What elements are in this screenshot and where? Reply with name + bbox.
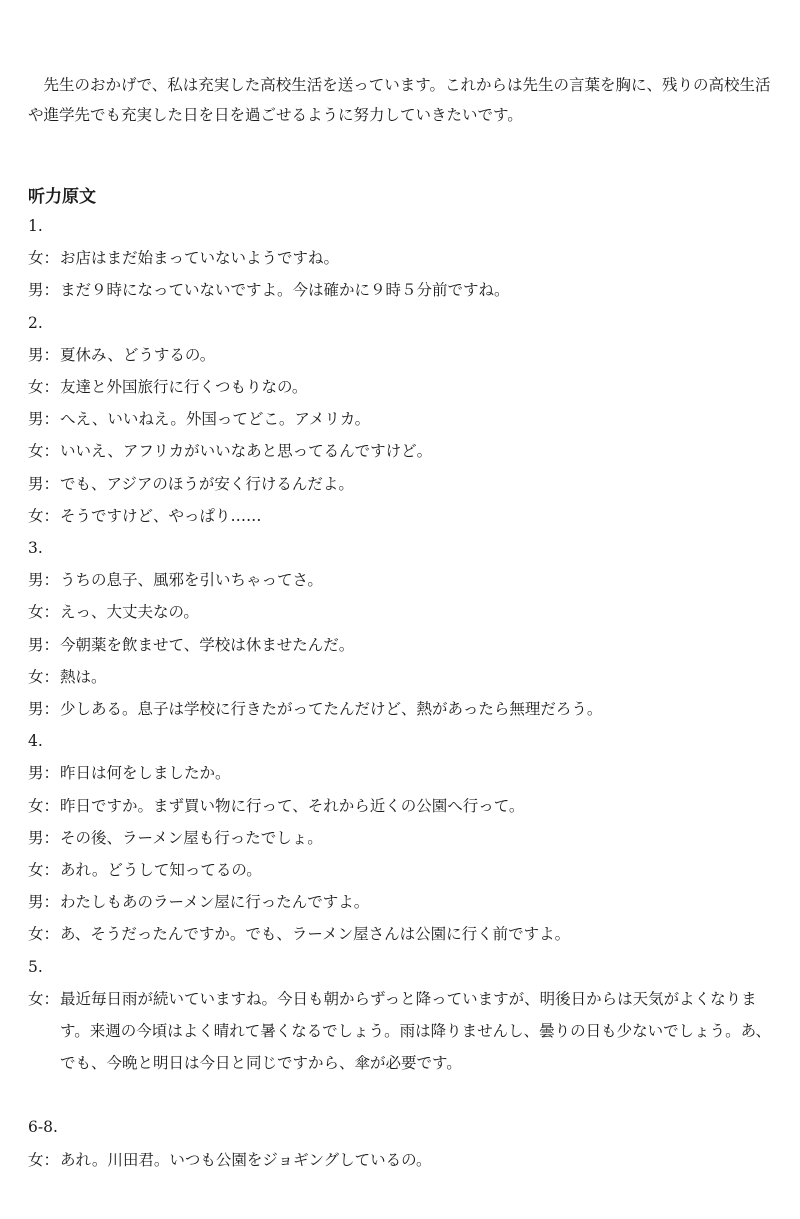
dialogue-line <box>28 403 772 435</box>
dialogue-text: 昨日ですか。まず買い物に行って、それから近くの公園へ行って。 <box>60 796 525 815</box>
speaker-label: 男： <box>28 345 60 364</box>
dialogue-line <box>28 886 772 918</box>
speaker-label: 女： <box>28 249 60 268</box>
dialogue-text: わたしもあのラーメン屋に行ったんですよ。 <box>60 893 370 912</box>
speaker-label: 女： <box>28 667 60 686</box>
question-number: 1. <box>28 217 43 235</box>
dialogue-text: 今朝薬を飲ませて、学校は休ませたんだ。 <box>60 635 355 654</box>
dialogue-text: 友達と外国旅行に行くつもりなの。 <box>60 378 308 397</box>
dialogue-text: その後、ラーメン屋も行ったでしょ。 <box>60 828 323 847</box>
dialogue-text: そうですけど、やっぱり‥‥‥ <box>60 506 262 525</box>
dialogue-text: あれ。川田君。いつも公園をジョギングしているの。 <box>60 1150 432 1169</box>
dialogue-text: でも、アジアのほうが安く行けるんだよ。 <box>60 474 354 493</box>
dialogue-line <box>28 983 772 1080</box>
speaker-label: 男： <box>28 828 60 847</box>
section-heading: 听力原文 <box>28 187 96 207</box>
dialogue-text: あれ。どうして知ってるの。 <box>60 861 262 880</box>
dialogue-line <box>28 822 772 854</box>
transcript <box>28 210 772 1176</box>
dialogue-text: 少しある。息子は学校に行きたがってたんだけど、熱があったら無理だろう。 <box>60 700 603 719</box>
dialogue-line <box>28 242 772 274</box>
dialogue-text: いいえ、アフリカがいいなあと思ってるんですけど。 <box>60 442 433 461</box>
dialogue-line <box>28 1144 772 1176</box>
dialogue-line <box>28 854 772 886</box>
dialogue-text: 最近毎日雨が続いていますね。今日も朝からずっと降っていますが、明後日からは天気がよくなります。来週の今頃はよく晴れて暑くなるでしょう。雨は降りませんし、曇りの日も少ないでしょう。あ、でも、今晩と明日は今日と同じですから、傘が必要です。 <box>60 989 771 1073</box>
speaker-label: 女： <box>28 1150 60 1169</box>
dialogue-line <box>28 629 772 661</box>
dialogue-line <box>28 661 772 693</box>
question-number: 5. <box>28 957 43 976</box>
dialogue-line <box>28 274 772 306</box>
speaker-label: 男： <box>28 281 60 300</box>
speaker-label: 男： <box>28 410 60 429</box>
speaker-label: 女： <box>28 442 60 461</box>
speaker-label: 女： <box>28 861 60 880</box>
dialogue-line <box>28 693 772 725</box>
question-number: 2. <box>28 313 43 332</box>
intro-paragraph: 先生のおかげで、私は充実した高校生活を送っています。これからは先生の言葉を胸に、残りの高校生活や進学先でも充実した日を日を過ごせるように努力していきたいです。 <box>28 76 771 124</box>
dialogue-text: うちの息子、風邪を引いちゃってさ。 <box>60 571 323 590</box>
dialogue-line <box>28 339 772 371</box>
question-number: 6-8. <box>28 1118 58 1137</box>
dialogue-line <box>28 757 772 789</box>
dialogue-text: まだ９時になっていないですよ。今は確かに９時５分前ですね。 <box>60 281 510 300</box>
dialogue-text: 熱は。 <box>60 667 107 686</box>
speaker-label: 男： <box>28 635 60 654</box>
dialogue-text: へえ、いいねえ。外国ってどこ。アメリカ。 <box>60 410 371 429</box>
dialogue-line <box>28 468 772 500</box>
speaker-label: 女： <box>28 603 60 622</box>
speaker-label: 男： <box>28 474 60 493</box>
dialogue-text: あ、そうだったんですか。でも、ラーメン屋さんは公園に行く前ですよ。 <box>60 925 571 944</box>
dialogue-text: お店はまだ始まっていないようですね。 <box>60 249 340 268</box>
dialogue-line <box>28 500 772 532</box>
dialogue-text: 昨日は何をしましたか。 <box>60 764 231 783</box>
spacer <box>28 1079 772 1111</box>
speaker-label: 女： <box>28 378 60 397</box>
speaker-label: 男： <box>28 571 60 590</box>
speaker-label: 男： <box>28 893 60 912</box>
speaker-label: 女： <box>28 796 60 815</box>
speaker-label: 女： <box>28 925 60 944</box>
question-number: 4. <box>28 732 43 751</box>
dialogue-line <box>28 918 772 950</box>
dialogue-line <box>28 790 772 822</box>
speaker-label: 男： <box>28 764 60 783</box>
dialogue-line <box>28 371 772 403</box>
dialogue-line <box>28 596 772 628</box>
dialogue-line <box>28 564 772 596</box>
speaker-label: 女： <box>28 506 60 525</box>
speaker-label: 女： <box>28 989 60 1008</box>
dialogue-text: 夏休み、どうするの。 <box>60 345 216 364</box>
question-number: 3. <box>28 539 43 558</box>
speaker-label: 男： <box>28 700 60 719</box>
dialogue-line <box>28 435 772 467</box>
dialogue-text: えっ、大丈夫なの。 <box>60 603 199 622</box>
